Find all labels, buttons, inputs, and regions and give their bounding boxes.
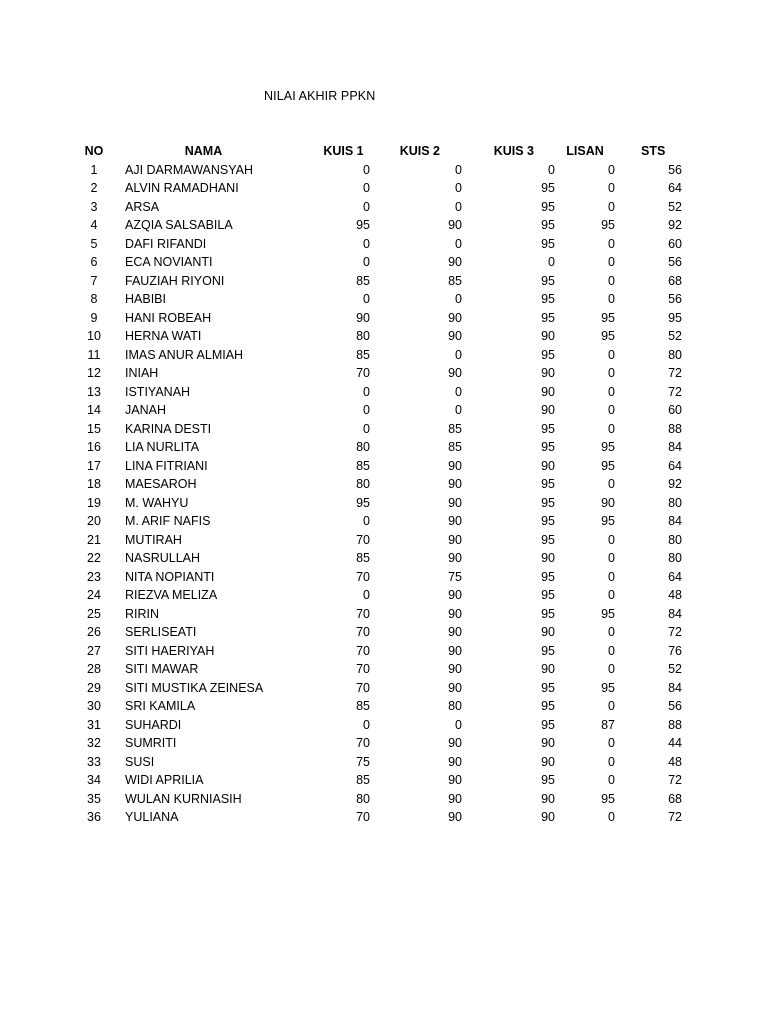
cell-kuis-3: 95 — [541, 236, 555, 251]
cell-sts: 48 — [668, 754, 682, 769]
cell-lisan: 87 — [601, 717, 615, 732]
cell-sts: 68 — [668, 791, 682, 806]
cell-kuis-2: 90 — [448, 736, 462, 750]
cell-kuis-3: 95 — [541, 440, 555, 454]
cell-kuis-3: 95 — [541, 680, 555, 695]
cell-kuis-2: 90 — [448, 625, 462, 639]
table-row — [70, 716, 682, 735]
cell-kuis-1: 80 — [356, 329, 370, 343]
cell-nama: AJI DARMAWANSYAH — [125, 162, 254, 177]
cell-lisan: 0 — [608, 181, 615, 195]
cell-kuis-3: 95 — [541, 514, 555, 528]
cell-kuis-1: 0 — [363, 717, 370, 732]
table-row — [70, 660, 682, 679]
cell-no: 15 — [87, 421, 101, 436]
cell-lisan: 0 — [608, 292, 615, 306]
cell-lisan: 0 — [608, 625, 615, 639]
cell-lisan: 95 — [601, 329, 615, 343]
table-row — [70, 401, 682, 420]
table-row — [70, 272, 682, 291]
cell-nama: SITI HAERIYAH — [125, 643, 215, 658]
cell-nama: HERNA WATI — [125, 329, 202, 343]
cell-nama: NASRULLAH — [125, 551, 201, 565]
cell-lisan: 95 — [601, 791, 615, 806]
cell-kuis-2: 0 — [455, 347, 462, 362]
cell-nama: WIDI APRILIA — [125, 773, 204, 787]
cell-no: 10 — [87, 329, 101, 343]
cell-lisan: 0 — [608, 662, 615, 676]
cell-kuis-3: 95 — [541, 588, 555, 602]
table-row — [70, 290, 682, 309]
sheet-title: NILAI AKHIR PPKN — [264, 89, 376, 103]
cell-kuis-3: 90 — [541, 625, 555, 639]
cell-no: 18 — [87, 477, 101, 491]
cell-sts: 44 — [668, 736, 682, 750]
table-row — [70, 216, 682, 235]
cell-kuis-2: 90 — [448, 551, 462, 565]
cell-lisan: 0 — [608, 754, 615, 769]
cell-sts: 80 — [668, 551, 682, 565]
cell-kuis-3: 95 — [541, 643, 555, 658]
cell-nama: M. ARIF NAFIS — [125, 514, 211, 528]
cell-lisan: 0 — [608, 699, 615, 713]
cell-no: 3 — [90, 199, 98, 214]
cell-lisan: 0 — [608, 810, 615, 824]
cell-nama: LINA FITRIANI — [125, 458, 208, 473]
cell-kuis-2: 90 — [448, 477, 462, 491]
cell-no: 33 — [87, 754, 101, 769]
cell-nama: JANAH — [125, 403, 166, 417]
cell-nama: WULAN KURNIASIH — [125, 791, 242, 806]
cell-kuis-2: 0 — [455, 236, 462, 251]
table-row — [70, 235, 682, 254]
table-row — [70, 642, 682, 661]
cell-kuis-2: 80 — [448, 699, 462, 713]
cell-kuis-3: 90 — [541, 366, 555, 380]
cell-no: 13 — [87, 384, 101, 399]
table-row — [70, 753, 682, 772]
table-row — [70, 475, 682, 494]
cell-lisan: 0 — [608, 199, 615, 214]
cell-kuis-2: 90 — [448, 606, 462, 621]
cell-kuis-2: 90 — [448, 643, 462, 658]
header-kuis-2: KUIS 2 — [399, 144, 440, 158]
cell-kuis-3: 95 — [541, 218, 555, 232]
cell-lisan: 90 — [601, 495, 615, 510]
cell-kuis-2: 0 — [455, 162, 462, 177]
header-sts: STS — [641, 144, 666, 158]
table-row — [70, 346, 682, 365]
cell-kuis-3: 95 — [541, 292, 555, 306]
cell-lisan: 95 — [601, 680, 615, 695]
cell-no: 36 — [87, 810, 101, 824]
cell-nama: MAESAROH — [125, 477, 197, 491]
cell-kuis-1: 0 — [363, 292, 370, 306]
cell-sts: 88 — [668, 421, 682, 436]
table-row — [70, 420, 682, 439]
cell-kuis-1: 80 — [356, 440, 370, 454]
table-row — [70, 494, 682, 513]
cell-kuis-3: 90 — [541, 551, 555, 565]
cell-lisan: 95 — [601, 440, 615, 454]
cell-lisan: 95 — [601, 218, 615, 232]
cell-no: 31 — [87, 717, 101, 732]
cell-kuis-2: 90 — [448, 680, 462, 695]
cell-sts: 48 — [668, 588, 682, 602]
cell-nama: YULIANA — [125, 810, 179, 824]
cell-kuis-2: 90 — [448, 532, 462, 547]
cell-lisan: 0 — [608, 366, 615, 380]
cell-kuis-1: 95 — [356, 495, 370, 510]
cell-kuis-1: 0 — [363, 236, 370, 251]
cell-kuis-3: 95 — [541, 310, 555, 325]
cell-sts: 80 — [668, 347, 682, 362]
cell-kuis-1: 0 — [363, 588, 370, 602]
cell-nama: IMAS ANUR ALMIAH — [125, 347, 244, 362]
cell-kuis-3: 90 — [541, 403, 555, 417]
cell-lisan: 95 — [601, 458, 615, 473]
cell-nama: LIA NURLITA — [125, 440, 200, 454]
table-row — [70, 438, 682, 457]
cell-sts: 92 — [668, 218, 682, 232]
cell-no: 1 — [90, 162, 98, 177]
cell-no: 28 — [87, 662, 101, 676]
cell-kuis-2: 90 — [448, 329, 462, 343]
cell-kuis-2: 0 — [455, 181, 462, 195]
cell-kuis-2: 0 — [455, 717, 462, 732]
cell-kuis-2: 90 — [448, 773, 462, 787]
grades-table — [70, 142, 682, 827]
cell-nama: AZQIA SALSABILA — [125, 218, 233, 232]
cell-lisan: 0 — [608, 532, 615, 547]
cell-nama: SUHARDI — [125, 717, 182, 732]
cell-kuis-1: 85 — [356, 551, 370, 565]
cell-lisan: 0 — [608, 551, 615, 565]
table-row — [70, 161, 682, 180]
cell-kuis-3: 90 — [541, 662, 555, 676]
table-body — [70, 161, 682, 827]
table-row — [70, 568, 682, 587]
cell-sts: 80 — [668, 495, 682, 510]
cell-no: 27 — [87, 643, 101, 658]
cell-no: 19 — [87, 495, 101, 510]
cell-kuis-1: 70 — [356, 366, 370, 380]
cell-no: 22 — [87, 551, 101, 565]
cell-lisan: 95 — [601, 514, 615, 528]
cell-kuis-1: 70 — [356, 625, 370, 639]
table-row — [70, 549, 682, 568]
cell-kuis-2: 90 — [448, 588, 462, 602]
cell-kuis-1: 85 — [356, 699, 370, 713]
cell-sts: 60 — [668, 403, 682, 417]
cell-sts: 52 — [668, 329, 682, 343]
table-row — [70, 790, 682, 809]
cell-nama: HABIBI — [125, 292, 166, 306]
cell-kuis-2: 0 — [455, 403, 462, 417]
header-row — [70, 142, 682, 161]
cell-lisan: 0 — [608, 569, 615, 584]
cell-no: 8 — [90, 292, 98, 306]
cell-kuis-2: 75 — [448, 569, 462, 584]
cell-sts: 56 — [668, 292, 682, 306]
cell-kuis-3: 90 — [541, 754, 555, 769]
cell-no: 16 — [87, 440, 101, 454]
table-row — [70, 771, 682, 790]
cell-lisan: 0 — [608, 643, 615, 658]
cell-kuis-3: 95 — [541, 773, 555, 787]
table-row — [70, 512, 682, 531]
cell-lisan: 0 — [608, 347, 615, 362]
cell-kuis-3: 90 — [541, 329, 555, 343]
cell-kuis-1: 85 — [356, 458, 370, 473]
header-nama: NAMA — [184, 144, 223, 158]
cell-no: 32 — [87, 736, 101, 750]
cell-kuis-3: 95 — [541, 606, 555, 621]
cell-nama: INIAH — [125, 366, 159, 380]
table-row — [70, 179, 682, 198]
table-row — [70, 586, 682, 605]
cell-nama: NITA NOPIANTI — [125, 569, 215, 584]
table-row — [70, 383, 682, 402]
table-row — [70, 623, 682, 642]
cell-sts: 64 — [668, 181, 682, 195]
cell-kuis-1: 70 — [356, 643, 370, 658]
cell-lisan: 0 — [608, 421, 615, 436]
cell-kuis-3: 90 — [541, 384, 555, 399]
cell-lisan: 0 — [608, 162, 615, 177]
cell-sts: 84 — [668, 440, 682, 454]
cell-no: 25 — [87, 606, 101, 621]
cell-kuis-1: 70 — [356, 569, 370, 584]
cell-kuis-1: 0 — [363, 181, 370, 195]
cell-no: 14 — [87, 403, 101, 417]
table-row — [70, 697, 682, 716]
cell-kuis-1: 85 — [356, 347, 370, 362]
cell-lisan: 95 — [601, 606, 615, 621]
cell-kuis-1: 70 — [356, 662, 370, 676]
cell-nama: DAFI RIFANDI — [125, 236, 207, 251]
cell-kuis-3: 95 — [541, 569, 555, 584]
cell-sts: 95 — [668, 310, 682, 325]
table-row — [70, 457, 682, 476]
cell-nama: SITI MAWAR — [125, 662, 199, 676]
table-row — [70, 253, 682, 272]
cell-kuis-3: 90 — [541, 458, 555, 473]
cell-no: 6 — [90, 255, 98, 269]
cell-kuis-3: 95 — [541, 717, 555, 732]
cell-lisan: 0 — [608, 477, 615, 491]
cell-kuis-3: 90 — [541, 791, 555, 806]
cell-no: 17 — [87, 458, 101, 473]
header-lisan: LISAN — [566, 144, 604, 158]
cell-sts: 52 — [668, 199, 682, 214]
cell-kuis-3: 95 — [541, 699, 555, 713]
cell-kuis-3: 95 — [541, 273, 555, 288]
cell-kuis-1: 75 — [356, 754, 370, 769]
table-row — [70, 605, 682, 624]
cell-nama: SERLISEATI — [125, 625, 197, 639]
cell-no: 24 — [87, 588, 101, 602]
cell-sts: 72 — [668, 810, 682, 824]
cell-no: 26 — [87, 625, 101, 639]
cell-no: 11 — [87, 347, 101, 362]
cell-no: 35 — [87, 791, 101, 806]
cell-sts: 80 — [668, 532, 682, 547]
cell-kuis-2: 90 — [448, 662, 462, 676]
cell-kuis-2: 85 — [448, 440, 462, 454]
cell-nama: ARSA — [125, 199, 160, 214]
cell-kuis-2: 85 — [448, 421, 462, 436]
header-kuis-3: KUIS 3 — [493, 144, 534, 158]
cell-no: 12 — [87, 366, 101, 380]
cell-sts: 64 — [668, 569, 682, 584]
cell-sts: 76 — [668, 643, 682, 658]
cell-no: 20 — [87, 514, 101, 528]
cell-kuis-1: 70 — [356, 606, 370, 621]
cell-sts: 72 — [668, 773, 682, 787]
cell-no: 23 — [87, 569, 101, 584]
cell-kuis-1: 85 — [356, 273, 370, 288]
cell-sts: 56 — [668, 162, 682, 177]
table-row — [70, 309, 682, 328]
cell-kuis-2: 90 — [448, 514, 462, 528]
cell-nama: ECA NOVIANTI — [125, 255, 213, 269]
cell-kuis-2: 90 — [448, 754, 462, 769]
table-row — [70, 808, 682, 827]
cell-nama: ALVIN RAMADHANI — [125, 181, 239, 195]
table-row — [70, 734, 682, 753]
cell-no: 7 — [90, 273, 98, 288]
cell-sts: 56 — [668, 255, 682, 269]
cell-kuis-1: 85 — [356, 773, 370, 787]
cell-kuis-2: 0 — [455, 292, 462, 306]
header-kuis-1: KUIS 1 — [323, 144, 364, 158]
cell-sts: 72 — [668, 366, 682, 380]
cell-nama: RIEZVA MELIZA — [125, 588, 218, 602]
cell-kuis-2: 90 — [448, 218, 462, 232]
cell-sts: 84 — [668, 680, 682, 695]
cell-nama: SUMRITI — [125, 736, 177, 750]
cell-no: 29 — [87, 680, 101, 695]
cell-nama: ISTIYANAH — [125, 384, 191, 399]
cell-kuis-3: 95 — [541, 495, 555, 510]
cell-nama: SITI MUSTIKA ZEINESA — [125, 680, 264, 695]
table-row — [70, 198, 682, 217]
cell-kuis-2: 90 — [448, 810, 462, 824]
cell-no: 34 — [87, 773, 101, 787]
cell-nama: MUTIRAH — [125, 532, 182, 547]
cell-kuis-2: 0 — [455, 384, 462, 399]
cell-no: 4 — [90, 218, 98, 232]
cell-nama: SRI KAMILA — [125, 699, 196, 713]
cell-kuis-3: 95 — [541, 181, 555, 195]
cell-nama: SUSI — [125, 754, 155, 769]
cell-nama: RIRIN — [125, 606, 160, 621]
cell-kuis-1: 0 — [363, 255, 370, 269]
cell-no: 21 — [87, 532, 101, 547]
table-row — [70, 531, 682, 550]
cell-kuis-1: 80 — [356, 791, 370, 806]
cell-sts: 72 — [668, 384, 682, 399]
cell-nama: M. WAHYU — [125, 495, 189, 510]
cell-kuis-2: 90 — [448, 458, 462, 473]
cell-kuis-1: 90 — [356, 310, 370, 325]
cell-nama: KARINA DESTI — [125, 421, 212, 436]
cell-kuis-3: 90 — [541, 810, 555, 824]
cell-kuis-1: 0 — [363, 162, 370, 177]
cell-no: 5 — [90, 236, 98, 251]
cell-lisan: 0 — [608, 273, 615, 288]
cell-lisan: 0 — [608, 255, 615, 269]
cell-kuis-2: 90 — [448, 791, 462, 806]
header-no: NO — [84, 144, 104, 158]
cell-kuis-1: 0 — [363, 421, 370, 436]
cell-kuis-2: 90 — [448, 310, 462, 325]
cell-lisan: 0 — [608, 773, 615, 787]
cell-kuis-1: 95 — [356, 218, 370, 232]
cell-kuis-2: 90 — [448, 366, 462, 380]
cell-kuis-1: 0 — [363, 403, 370, 417]
cell-no: 30 — [87, 699, 101, 713]
cell-kuis-1: 70 — [356, 680, 370, 695]
cell-kuis-3: 0 — [548, 255, 555, 269]
cell-sts: 52 — [668, 662, 682, 676]
cell-kuis-3: 95 — [541, 199, 555, 214]
cell-lisan: 95 — [601, 310, 615, 325]
table-row — [70, 679, 682, 698]
cell-no: 9 — [90, 310, 98, 325]
cell-sts: 60 — [668, 236, 682, 251]
cell-sts: 84 — [668, 606, 682, 621]
cell-lisan: 0 — [608, 236, 615, 251]
cell-sts: 68 — [668, 273, 682, 288]
cell-kuis-1: 70 — [356, 532, 370, 547]
cell-nama: FAUZIAH RIYONI — [125, 273, 225, 288]
cell-kuis-1: 80 — [356, 477, 370, 491]
cell-lisan: 0 — [608, 384, 615, 399]
cell-kuis-2: 90 — [448, 495, 462, 510]
cell-lisan: 0 — [608, 403, 615, 417]
cell-kuis-1: 0 — [363, 199, 370, 214]
cell-sts: 64 — [668, 458, 682, 473]
cell-kuis-1: 70 — [356, 810, 370, 824]
cell-kuis-3: 95 — [541, 347, 555, 362]
cell-no: 2 — [90, 181, 98, 195]
cell-kuis-2: 90 — [448, 255, 462, 269]
cell-kuis-3: 95 — [541, 477, 555, 491]
cell-sts: 72 — [668, 625, 682, 639]
cell-lisan: 0 — [608, 588, 615, 602]
table-row — [70, 327, 682, 346]
cell-kuis-1: 70 — [356, 736, 370, 750]
cell-sts: 92 — [668, 477, 682, 491]
cell-nama: HANI ROBEAH — [125, 310, 212, 325]
table-row — [70, 364, 682, 383]
cell-sts: 88 — [668, 717, 682, 732]
cell-kuis-3: 95 — [541, 421, 555, 436]
cell-kuis-2: 0 — [455, 199, 462, 214]
cell-kuis-1: 0 — [363, 514, 370, 528]
cell-sts: 84 — [668, 514, 682, 528]
cell-kuis-1: 0 — [363, 384, 370, 399]
cell-lisan: 0 — [608, 736, 615, 750]
cell-kuis-3: 95 — [541, 532, 555, 547]
cell-kuis-2: 85 — [448, 273, 462, 288]
cell-kuis-3: 0 — [548, 162, 555, 177]
cell-sts: 56 — [668, 699, 682, 713]
cell-kuis-3: 90 — [541, 736, 555, 750]
